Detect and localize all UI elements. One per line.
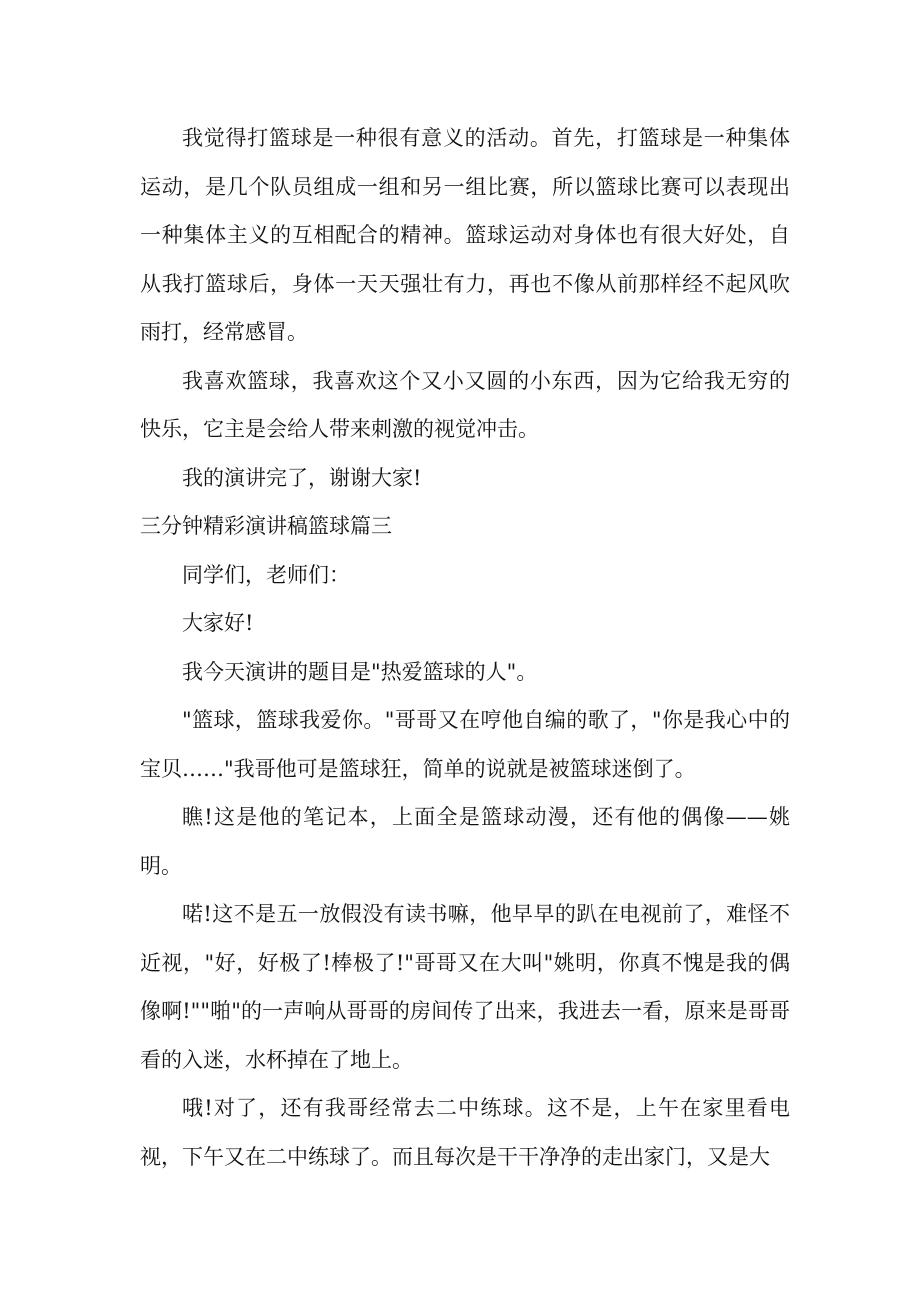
paragraph-greeting-audience: 同学们，老师们： bbox=[182, 562, 350, 587]
section-heading: 三分钟精彩演讲稿篮球篇三 bbox=[140, 514, 392, 538]
paragraph-speech-title: 我今天演讲的题目是"热爱篮球的人"。 bbox=[182, 659, 538, 684]
paragraph-practice: 哦!对了，还有我哥经常去二中练球。这不是，上午在家里看电视，下午又在二中练球了。而且每次是干干净净的走出家门，又是大 bbox=[140, 1096, 790, 1169]
paragraph-basketball-meaning: 我觉得打篮球是一种很有意义的活动。首先，打篮球是一种集体运动，是几个队员组成一组和另一组比赛，所以篮球比赛可以表现出一种集体主义的互相配合的精神。篮球运动对身体也有很大好处，自从我打篮球后，身体一天天强壮有力，再也不像从前那样经不起风吹雨打，经常感冒。 bbox=[140, 126, 790, 344]
paragraph-notebook: 瞧!这是他的笔记本，上面全是篮球动漫，还有他的偶像——姚明。 bbox=[140, 805, 790, 878]
paragraph-love-basketball: 我喜欢篮球，我喜欢这个又小又圆的小东西，因为它给我无穷的快乐，它主是会给人带来刺激的视觉冲击。 bbox=[140, 368, 790, 441]
paragraph-speech-end: 我的演讲完了，谢谢大家! bbox=[182, 465, 422, 490]
paragraph-brother-song: "篮球，篮球我爱你。"哥哥又在哼他自编的歌了，"你是我心中的宝贝……"我哥他可是篮球狂，简单的说就是被篮球迷倒了。 bbox=[140, 708, 790, 781]
paragraph-watching-tv: 喏!这不是五一放假没有读书嘛，他早早的趴在电视前了，难怪不近视，"好，好极了!棒极了!"哥哥又在大叫"姚明，你真不愧是我的偶像啊!""啪"的一声响从哥哥的房间传了出来，我进去一看，原来是哥哥看的入迷，水杯掉在了地上。 bbox=[140, 902, 790, 1072]
document-body bbox=[140, 114, 790, 1181]
paragraph-hello: 大家好! bbox=[182, 611, 254, 635]
